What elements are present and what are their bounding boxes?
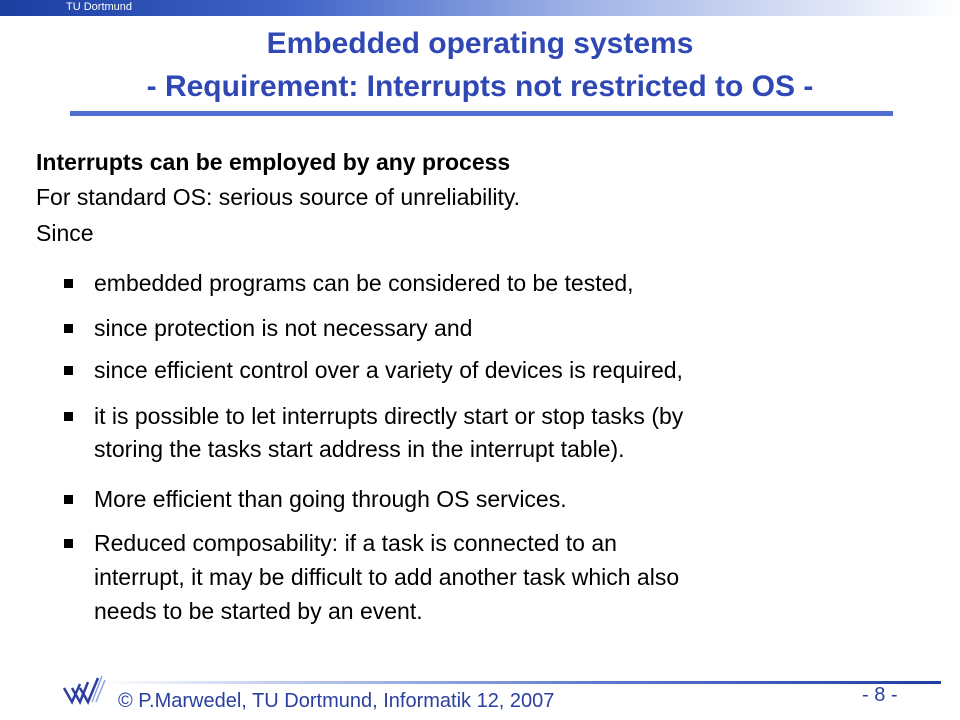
bullet-text-continued: storing the tasks start address in the interrupt table).	[94, 436, 625, 462]
bullet-text: Reduced composability: if a task is connected to an	[94, 530, 617, 556]
bullet-square-icon	[64, 324, 73, 333]
bullet-text: embedded programs can be considered to be tested,	[94, 270, 634, 296]
org-label: TU Dortmund	[66, 1, 133, 13]
bullet-square-icon	[64, 366, 73, 375]
bullet-text-continued: needs to be started by an event.	[94, 598, 423, 624]
bullet-text: since protection is not necessary and	[94, 315, 473, 341]
bullet-square-icon	[64, 279, 73, 288]
title-underline	[70, 111, 893, 116]
body-line: For standard OS: serious source of unreliability.	[36, 184, 521, 210]
body-heading: Interrupts can be employed by any process	[36, 149, 511, 175]
bullet-text: since efficient control over a variety of devices is required,	[94, 357, 683, 383]
slide-subtitle: - Requirement: Interrupts not restricted to OS -	[146, 70, 814, 103]
bullet-text: it is possible to let interrupts directly start or stop tasks (by	[94, 403, 684, 429]
bullet-square-icon	[64, 539, 73, 548]
body-line: Since	[36, 220, 94, 246]
footer-copyright: © P.Marwedel, TU Dortmund, Informatik 12, 2007	[118, 690, 555, 712]
university-logo-icon	[62, 674, 106, 706]
page-number: - 8 -	[862, 684, 898, 706]
bullet-square-icon	[64, 412, 73, 421]
slide-title: Embedded operating systems	[266, 27, 694, 60]
bullet-square-icon	[64, 495, 73, 504]
header-bar	[0, 0, 960, 16]
bullet-text: More efficient than going through OS services.	[94, 486, 567, 512]
bullet-text-continued: interrupt, it may be difficult to add another task which also	[94, 564, 680, 590]
footer-divider	[100, 681, 941, 684]
